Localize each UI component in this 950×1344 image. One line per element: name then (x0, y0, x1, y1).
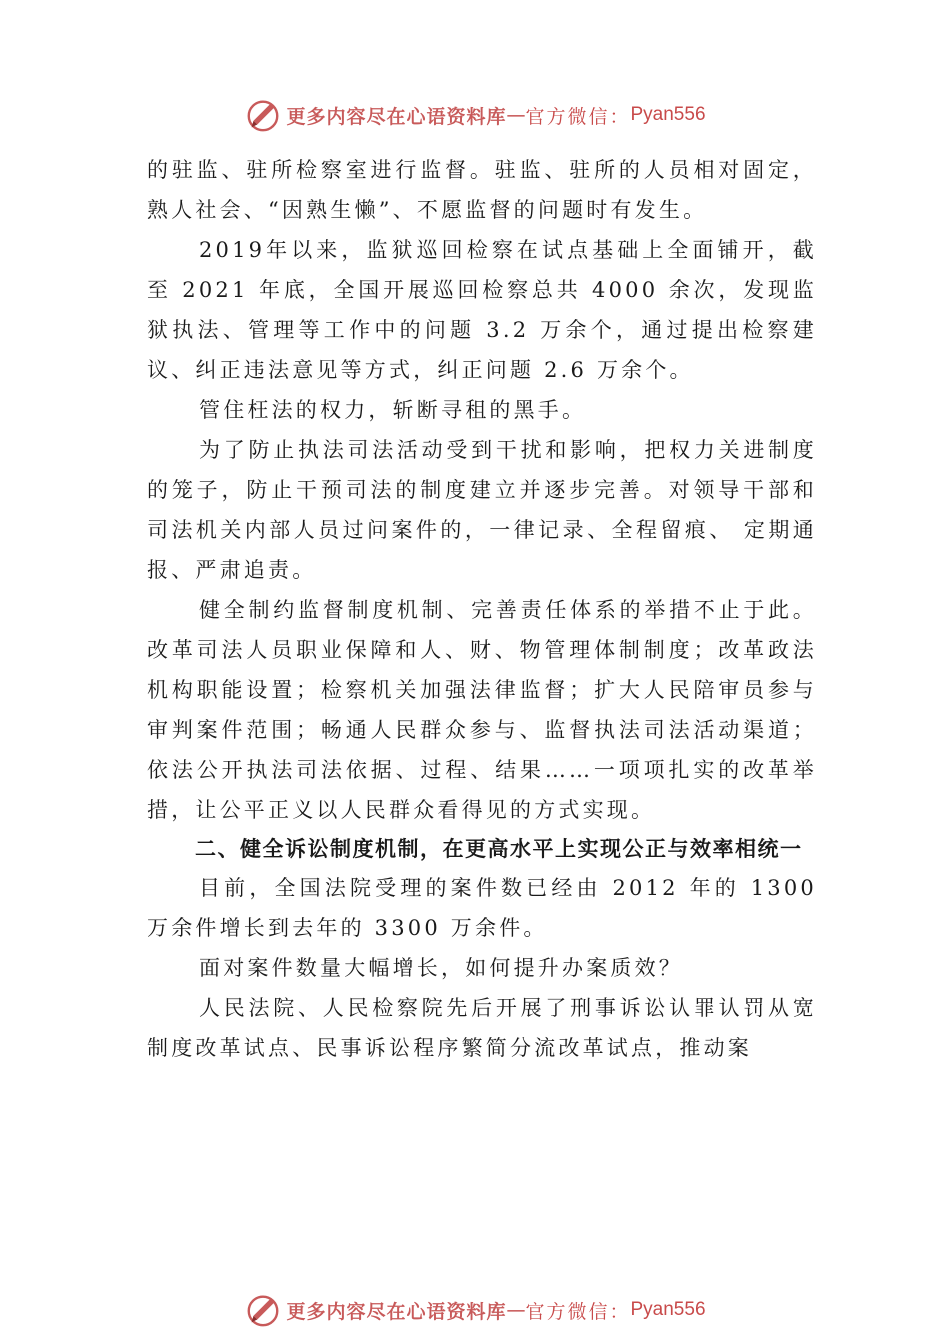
paragraph: 2019年以来，监狱巡回检察在试点基础上全面铺开，截至 2021 年底，全国开展巡回检察总共 4000 余次，发现监狱执法、管理等工作中的问题 3.2 万余个，通过提出检察建议、纠正违法意见等方式，纠正问题 2.6 万余个。 (147, 238, 817, 382)
banner-official-label: 官方微信： (525, 1300, 631, 1323)
banner-official-label: 官方微信： (525, 105, 631, 128)
paragraph: 管住枉法的权力，斩断寻租的黑手。 (199, 398, 587, 422)
paragraph: 目前，全国法院受理的案件数已经由 2012 年的 1300 万余件增长到去年的 3300 万余件。 (147, 876, 817, 940)
banner-account-id: Pyan556 (630, 1299, 706, 1320)
banner-separator: — (506, 104, 526, 126)
pen-logo-icon (244, 1291, 282, 1329)
banner-site-text: 更多内容尽在心语资料库 (286, 1300, 507, 1323)
pen-logo-icon (244, 96, 282, 134)
paragraph: 人民法院、人民检察院先后开展了刑事诉讼认罪认罚从宽制度改革试点、民事诉讼程序繁简分流改革试点，推动案 (147, 996, 817, 1060)
paragraph: 为了防止执法司法活动受到干扰和影响，把权力关进制度的笼子，防止干预司法的制度建立并逐步完善。对领导干部和司法机关内部人员过问案件的，一律记录、全程留痕、 定期通报、严肃追责。 (147, 438, 817, 582)
banner-site-text: 更多内容尽在心语资料库 (286, 105, 507, 128)
banner-separator: — (506, 1299, 526, 1321)
paragraph: 面对案件数量大幅增长，如何提升办案质效？ (199, 956, 683, 980)
document-body (147, 150, 817, 1068)
paragraph: 的驻监、驻所检察室进行监督。驻监、驻所的人员相对固定，熟人社会、“因熟生懒”、不愿监督的问题时有发生。 (147, 158, 817, 222)
banner-account-id: Pyan556 (630, 104, 706, 125)
paragraph: 健全制约监督制度机制、完善责任体系的举措不止于此。改革司法人员职业保障和人、财、物管理体制制度；改革政法机构职能设置；检察机关加强法律监督；扩大人民陪审员参与审判案件范围；畅通人民群众参与、监督执法司法活动渠道；依法公开执法司法依据、过程、结果……一项项扎实的改革举措，让公平正义以人民群众看得见的方式实现。 (147, 598, 817, 822)
footer-banner (0, 1290, 950, 1330)
header-banner (0, 95, 950, 135)
section-heading: 二、健全诉讼制度机制，在更高水平上实现公正与效率相统一 (195, 837, 803, 861)
